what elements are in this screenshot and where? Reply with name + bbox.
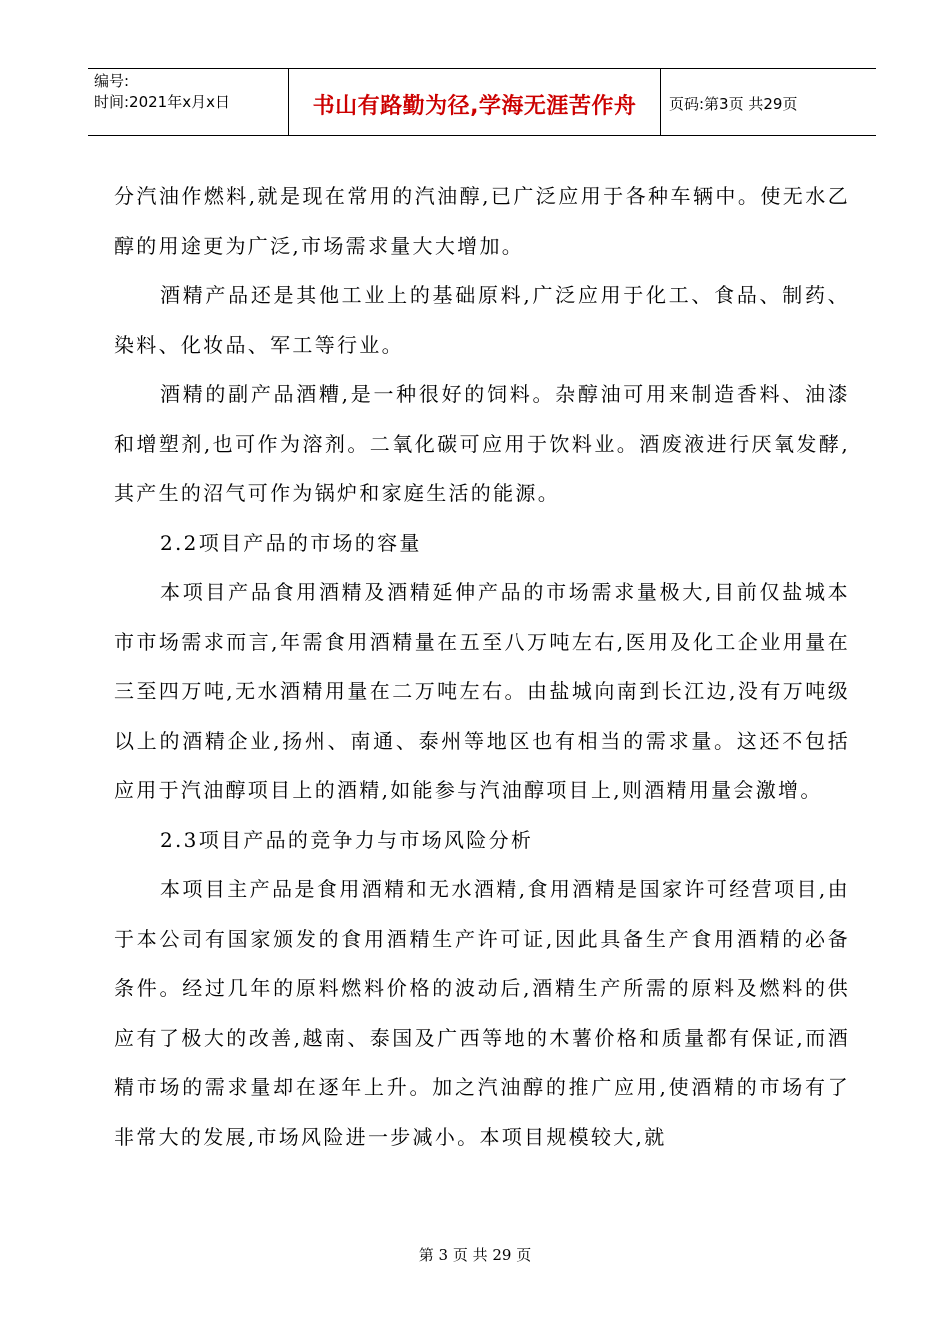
body-paragraph: 本项目主产品是食用酒精和无水酒精,食用酒精是国家许可经营项目,由于本公司有国家颁发的食用酒精生产许可证,因此具备生产食用酒精的必备条件。经过几年的原料燃料价格的波动后,酒精生产所需的原料及燃料的供应有了极大的改善,越南、泰国及广西等地的木薯价格和质量都有保证,而酒精市场的需求量却在逐年上升。加之汽油醇的推广应用,使酒精的市场有了非常大的发展,市场风险进一步减小。本项目规模较大,就 [114, 877, 850, 1149]
header-meta [88, 69, 289, 135]
body-paragraph: 分汽油作燃料,就是现在常用的汽油醇,已广泛应用于各种车辆中。使无水乙醇的用途更为广泛,市场需求量大大增加。 [114, 184, 850, 258]
page-footer: 第 3 页 共 29 页 [418, 1246, 532, 1264]
page-header [88, 68, 876, 136]
document-date-label: 时间:2021年x月x日 [94, 93, 230, 111]
body-paragraph: 酒精产品还是其他工业上的基础原料,广泛应用于化工、食品、制药、染料、化妆品、军工等行业。 [114, 283, 850, 357]
document-body [114, 172, 850, 1162]
body-paragraph: 本项目产品食用酒精及酒精延伸产品的市场需求量极大,目前仅盐城本市市场需求而言,年需食用酒精量在五至八万吨左右,医用及化工企业用量在三至四万吨,无水酒精用量在二万吨左右。由盐城向南到长江边,没有万吨级以上的酒精企业,扬州、南通、泰州等地区也有相当的需求量。这还不包括应用于汽油醇项目上的酒精,如能参与汽油醇项目上,则酒精用量会激增。 [114, 580, 850, 802]
header-motto: 书山有路勤为径,学海无涯苦作舟 [289, 69, 661, 135]
section-heading: 2.2项目产品的市场的容量 [160, 530, 422, 555]
section-heading: 2.3项目产品的竞争力与市场风险分析 [160, 827, 534, 852]
header-page-number: 页码:第3页 共29页 [669, 94, 798, 113]
document-number-label: 编号: [94, 72, 130, 90]
body-paragraph: 酒精的副产品酒糟,是一种很好的饲料。杂醇油可用来制造香料、油漆和增塑剂,也可作为溶剂。二氧化碳可应用于饮料业。酒废液进行厌氧发酵,其产生的沼气可作为锅炉和家庭生活的能源。 [114, 382, 850, 505]
